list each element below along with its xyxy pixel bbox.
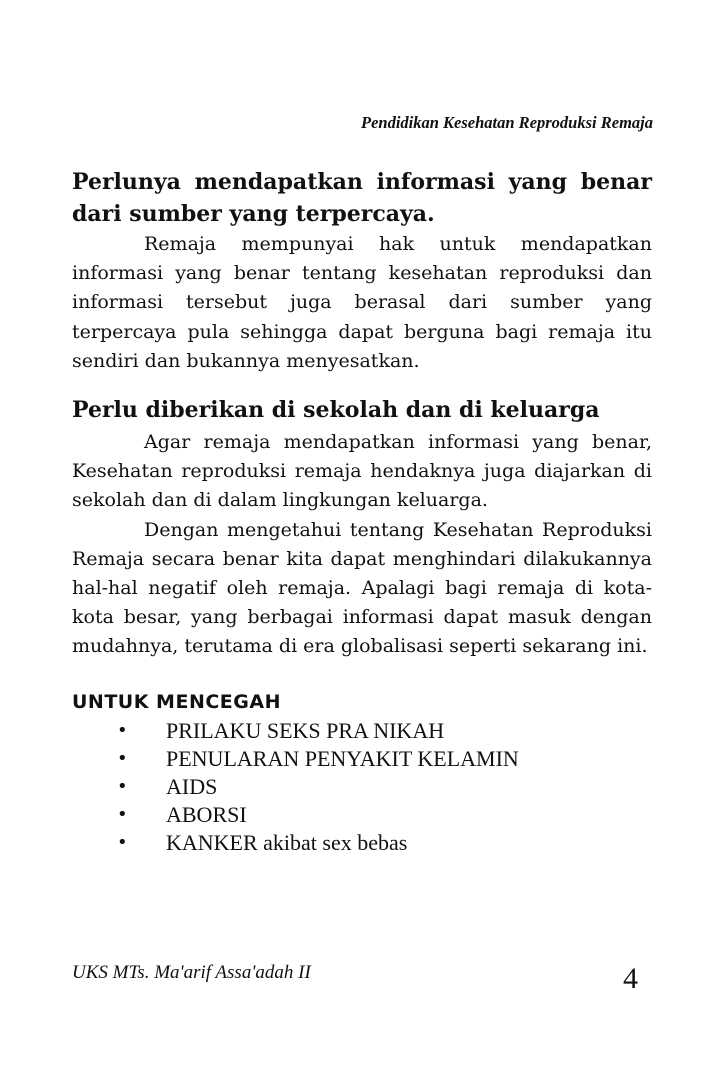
paragraph-school-family: Agar remaja mendapatkan informasi yang benar, Kesehatan reproduksi remaja hendaknya juga diajarkan di sekolah dan di dalam lingkungan keluarga.: [72, 431, 652, 512]
paragraph-information: Remaja mempunyai hak untuk mendapatkan informasi yang benar tentang kesehatan reproduksi dan informasi tersebut juga berasal dari sumber yang terpercaya pula sehingga dapat berguna bagi remaja itu sendiri dan bukannya menyesatkan.: [72, 233, 652, 372]
list-item-text: PENULARAN PENYAKIT KELAMIN: [166, 745, 519, 771]
list-item-text: KANKER akibat sex bebas: [166, 829, 408, 855]
bullet-icon: •: [117, 831, 128, 853]
list-item: [72, 745, 652, 773]
bullet-icon: •: [117, 747, 128, 769]
prevention-list: [72, 717, 652, 857]
bullet-icon: •: [117, 803, 128, 825]
list-item-text: ABORSI: [166, 801, 247, 827]
list-item-text: AIDS: [166, 773, 218, 799]
bullet-icon: •: [117, 719, 128, 741]
list-item: [72, 829, 652, 857]
list-item-text: PRILAKU SEKS PRA NIKAH: [166, 717, 445, 743]
list-item: [72, 801, 652, 829]
list-item: [72, 717, 652, 745]
paragraph-knowledge: Dengan mengetahui tentang Kesehatan Reproduksi Remaja secara benar kita dapat menghindari dilakukannya hal-hal negatif oleh remaja. Apalagi bagi remaja di kota-kota besar, yang berbagai informasi dapat masuk dengan mudahnya, terutama di era globalisasi seperti sekarang ini.: [72, 518, 652, 658]
section-label-prevent: UNTUK MENCEGAH: [72, 690, 281, 713]
page-body: [72, 166, 652, 857]
section-heading-information: Perlunya mendapatkan informasi yang benar dari sumber yang terpercaya.: [72, 169, 652, 227]
list-item: [72, 773, 652, 801]
section-heading-school-family: Perlu diberikan di sekolah dan di keluarga: [72, 397, 600, 424]
footer-school-name: UKS MTs. Ma'arif Assa'adah II: [72, 962, 311, 983]
bullet-icon: •: [117, 775, 128, 797]
running-head: Pendidikan Kesehatan Reproduksi Remaja: [361, 113, 653, 132]
page-number: 4: [623, 962, 638, 995]
